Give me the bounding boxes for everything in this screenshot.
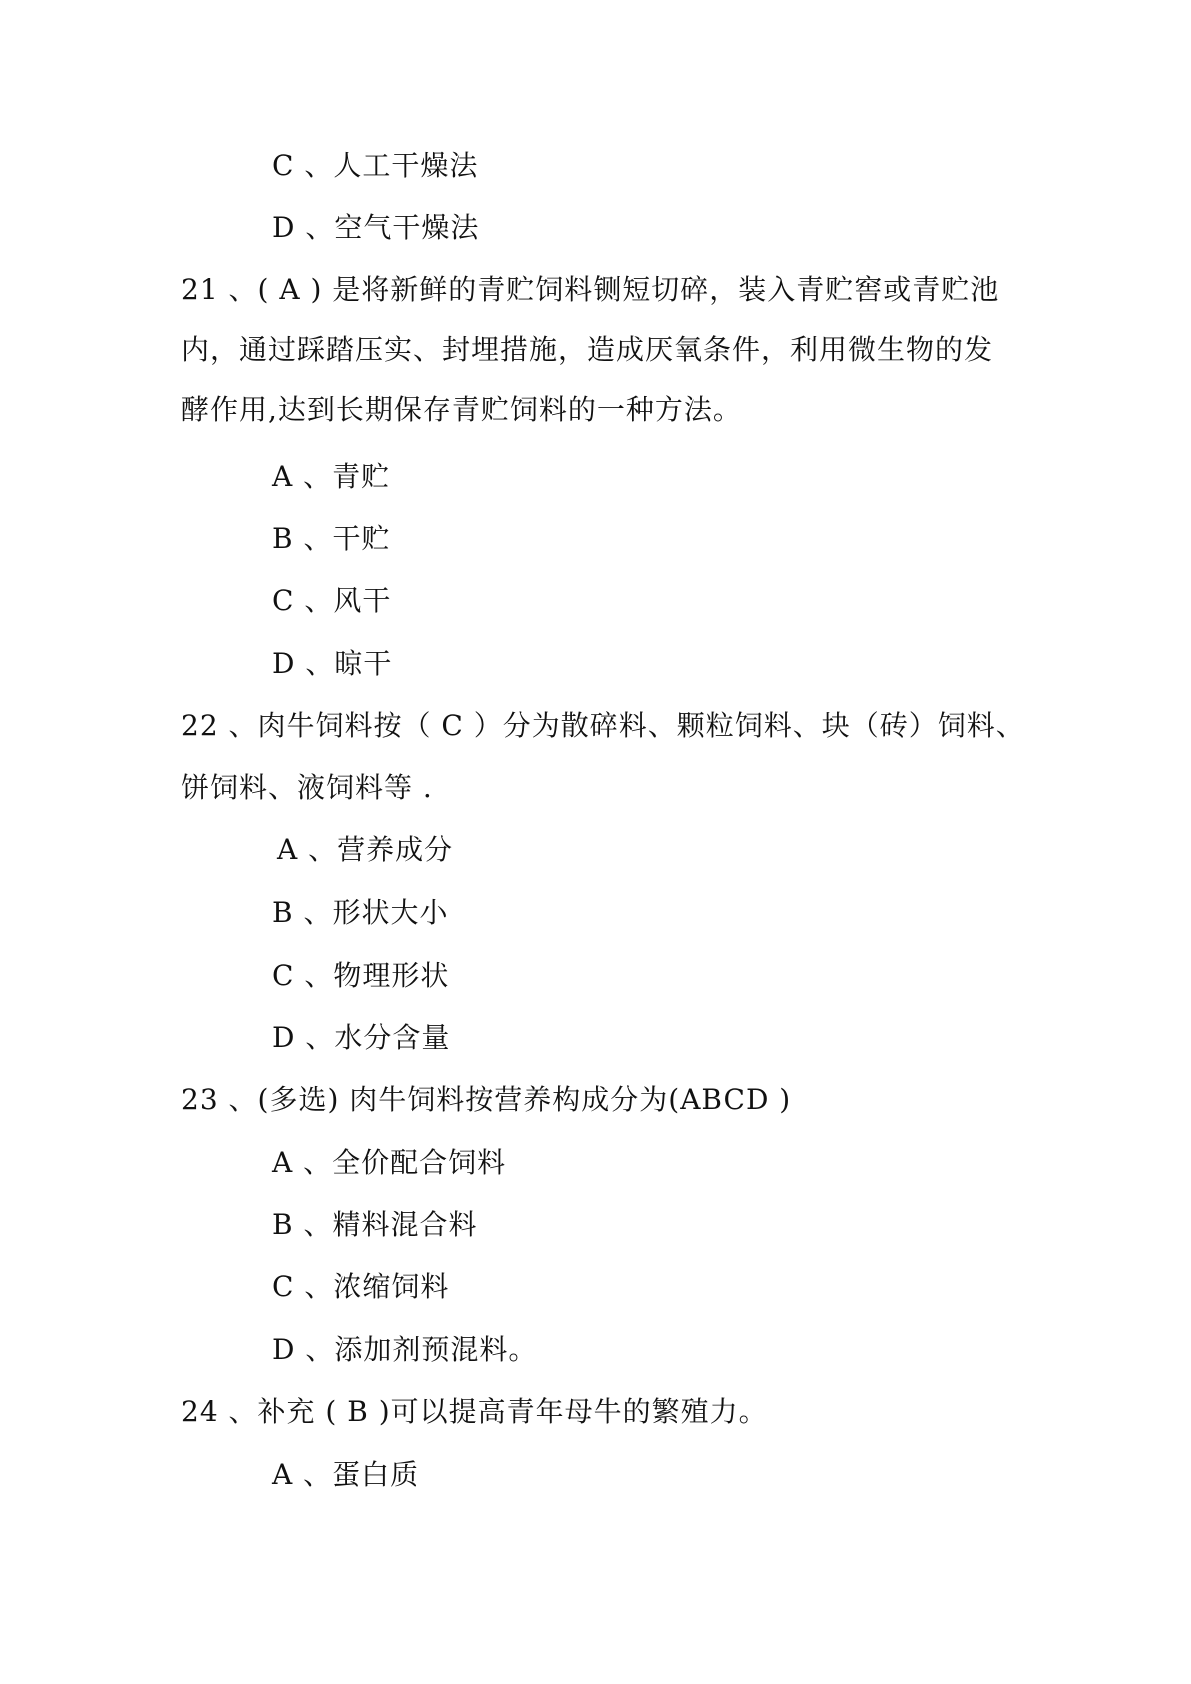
option-a: A 、全价配合饲料 (272, 1146, 507, 1179)
question-22-text: 22 、肉牛饲料按（ C ）分为散碎料、颗粒饲料、块（砖）饲料、 (181, 709, 1025, 742)
option-d: D 、空气干燥法 (272, 211, 480, 244)
option-d: D 、晾干 (272, 647, 393, 680)
question-21-text: 内，通过踩踏压实、封埋措施，造成厌氧条件，利用微生物的发 (181, 333, 994, 366)
question-22-text: 饼饲料、液饲料等 . (181, 771, 433, 804)
option-c: C 、物理形状 (272, 959, 450, 992)
option-c: C 、人工干燥法 (272, 149, 479, 182)
option-c: C 、风干 (272, 584, 392, 617)
option-a: A 、青贮 (272, 460, 391, 493)
question-21-text: 21 、( A ) 是将新鲜的青贮饲料铡短切碎，装入青贮窖或青贮池 (181, 273, 1000, 306)
question-24-text: 24 、补充 ( B )可以提高青年母牛的繁殖力。 (181, 1395, 768, 1428)
option-b: B 、干贮 (272, 522, 391, 555)
option-a: A 、营养成分 (277, 833, 454, 866)
option-b: B 、形状大小 (272, 896, 449, 929)
option-c: C 、浓缩饲料 (272, 1270, 450, 1303)
question-21-text: 酵作用,达到长期保存青贮饲料的一种方法。 (181, 393, 742, 426)
option-d: D 、添加剂预混料。 (272, 1333, 538, 1366)
option-b: B 、精料混合料 (272, 1208, 478, 1241)
option-a: A 、蛋白质 (272, 1458, 420, 1491)
option-d: D 、水分含量 (272, 1021, 451, 1054)
question-23-text: 23 、(多选) 肉牛饲料按营养构成分为(ABCD ) (181, 1083, 792, 1116)
